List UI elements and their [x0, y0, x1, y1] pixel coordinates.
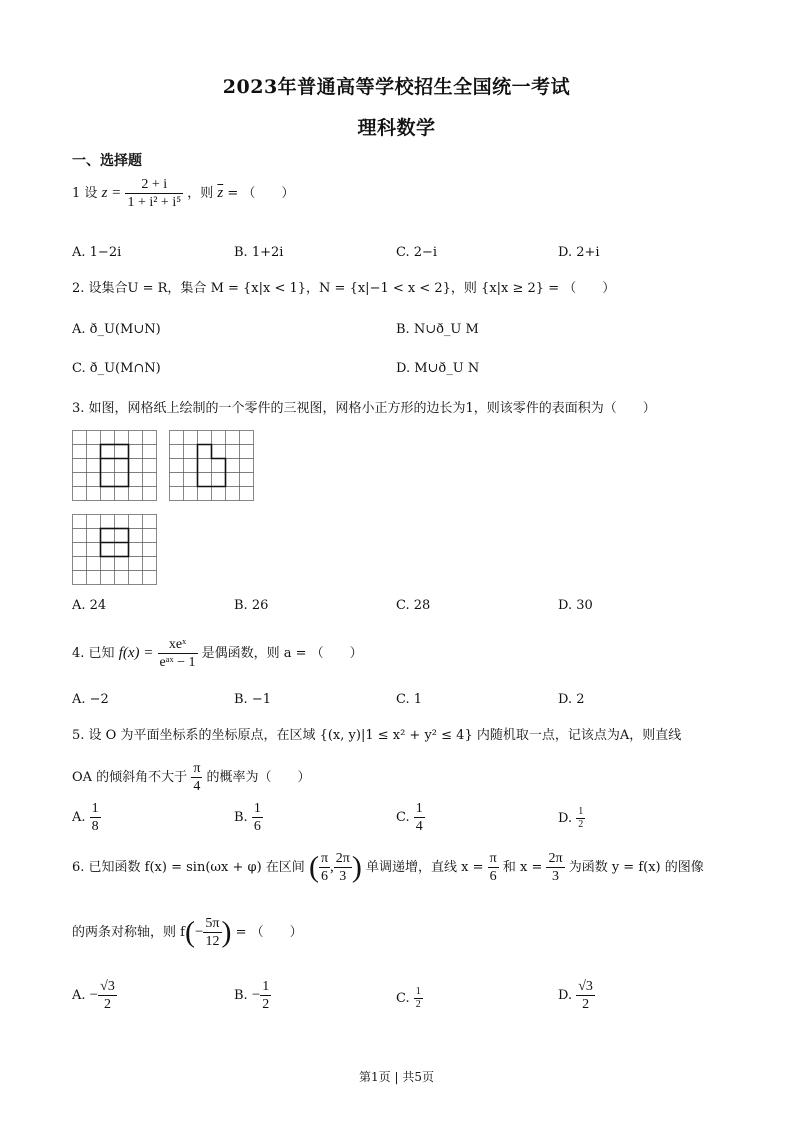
q2-option-d: D. M∪ð_U N — [396, 361, 480, 376]
q1-option-c: C. 2−i — [396, 245, 438, 260]
q6-paren-close: ) — [351, 850, 362, 884]
q5-a-label: A. — [72, 810, 86, 825]
q3-option-a: A. 24 — [72, 598, 107, 613]
q1-zbar: $\overline{z}$ — [217, 185, 224, 201]
q5-d-frac — [576, 806, 585, 831]
q5-frac-den: 4 — [193, 779, 201, 794]
q2-option-b: B. N∪ð_U M — [396, 322, 479, 337]
q5-option-a — [72, 800, 101, 835]
front-view-grid — [73, 431, 157, 501]
q4-option-a: A. −2 — [72, 692, 109, 707]
q4-frac-den: eᵃˣ − 1 — [159, 655, 196, 670]
side-view-grid — [170, 431, 254, 501]
q4-frac-num: xeˣ — [158, 636, 198, 654]
question-3: 3. 如图，网格纸上绘制的一个零件的三视图，网格小正方形的边长为1，则该零件的表面积为（ ） — [72, 401, 656, 416]
question-4 — [72, 636, 363, 671]
q5-option-b — [234, 800, 263, 835]
q6-a-frac — [98, 978, 117, 1013]
q6-b-num: 1 — [262, 979, 270, 994]
q4-lead: 4. 已知 — [72, 646, 115, 661]
page-footer: 第1页 | 共5页 — [359, 1070, 434, 1084]
question-1 — [72, 176, 294, 211]
q1-expr: z = — [101, 185, 122, 201]
q1-option-b: B. 1+2i — [234, 245, 284, 260]
q1-fraction — [125, 176, 183, 211]
q5-fraction — [191, 760, 202, 795]
q6-d-label: D. — [558, 988, 573, 1003]
q5-b-frac — [252, 800, 263, 835]
q6-option-d — [558, 978, 595, 1013]
q2-option-a: A. ð_U(M∪N) — [72, 322, 161, 337]
q6-int-b — [334, 850, 352, 885]
q4-fx: f(x) = — [118, 645, 154, 661]
q6-arg — [203, 915, 221, 950]
q4-option-c: C. 1 — [396, 692, 423, 707]
question-6-line-2 — [72, 915, 303, 950]
q1-number: 1 — [72, 186, 81, 201]
q6-a-den: 2 — [103, 997, 111, 1012]
q5-option-c — [396, 800, 425, 835]
q6-x2-den: 3 — [552, 869, 560, 884]
q6-x1-num: π — [489, 851, 497, 866]
q3-option-b: B. 26 — [234, 598, 269, 613]
q6-int-a-num: π — [320, 851, 329, 866]
q6-line2-lead: 的两条对称轴，则 f — [72, 925, 185, 940]
q5-c-den: 4 — [415, 819, 423, 834]
q6-option-b — [234, 978, 271, 1013]
q5-b-den: 6 — [253, 819, 261, 834]
q1-frac-den: 1 + i² + i⁵ — [127, 195, 182, 210]
q6-a-label: A. — [72, 988, 86, 1003]
q3-option-c: C. 28 — [396, 598, 431, 613]
q4-option-d: D. 2 — [558, 692, 585, 707]
q3-option-d: D. 30 — [558, 598, 593, 613]
q5-frac-num: π — [193, 761, 201, 776]
q6-c-label: C. — [396, 991, 410, 1006]
q6-int-b-num: 2π — [335, 851, 350, 866]
q6-arg-num: 5π — [205, 916, 220, 931]
q5-line2-tail: 的概率为（ ） — [206, 770, 311, 785]
q6-b-den: 2 — [262, 997, 270, 1012]
q6-a-num: √3 — [100, 979, 115, 994]
q6-c-den: 2 — [415, 999, 421, 1010]
q2-option-c: C. ð_U(M∩N) — [72, 361, 161, 376]
q4-tail: 是偶函数，则 a = （ ） — [201, 646, 363, 661]
q6-c-num: 1 — [415, 986, 421, 997]
q6-int-b-den: 3 — [339, 869, 347, 884]
q1-frac-num: 2 + i — [125, 176, 183, 194]
q6-x1-den: 6 — [489, 869, 497, 884]
q6-x2 — [546, 850, 564, 885]
q6-arg-paren-close: ) — [221, 915, 232, 949]
q6-arg-minus: − — [194, 924, 204, 940]
q6-x1 — [488, 850, 499, 885]
q6-b-frac — [260, 978, 271, 1013]
q6-c-frac — [414, 986, 423, 1011]
q6-tail: 为函数 y = f(x) 的图像 — [568, 860, 704, 875]
q6-mid: 单调递增，直线 x = — [365, 860, 484, 875]
question-2: 2. 设集合U = R，集合 M = {x|x < 1}，N = {x|−1 < x < 2}，则 {x|x ≥ 2} = （ ） — [72, 281, 616, 296]
q6-arg-paren-open: ( — [184, 915, 195, 949]
question-6-line-1 — [72, 850, 704, 885]
q5-option-d — [558, 806, 585, 831]
q6-int-a-den: 6 — [320, 869, 328, 884]
q6-lead: 6. 已知函数 f(x) = sin(ωx + φ) 在区间 — [72, 860, 305, 875]
q1-option-a: A. 1−2i — [72, 245, 122, 260]
q5-c-num: 1 — [415, 801, 423, 816]
q1-tail: ，则 — [187, 186, 214, 201]
q6-b-sign: − — [251, 987, 261, 1003]
q5-line2-lead: OA 的倾斜角不大于 — [72, 770, 188, 785]
top-view-grid — [73, 515, 157, 585]
page-title: 2023年普通高等学校招生全国统一考试 — [222, 76, 571, 98]
q6-paren-open: ( — [308, 850, 319, 884]
q6-line2-tail: = （ ） — [235, 925, 303, 940]
q6-option-a — [72, 978, 117, 1013]
q6-d-frac — [576, 978, 595, 1013]
q6-d-num: √3 — [578, 979, 593, 994]
q6-d-den: 2 — [582, 997, 590, 1012]
q6-arg-den: 12 — [205, 934, 220, 949]
q5-b-label: B. — [234, 810, 248, 825]
q6-b-label: B. — [234, 988, 248, 1003]
q5-d-label: D. — [558, 811, 573, 826]
three-view-figure — [72, 430, 257, 585]
q5-a-den: 8 — [91, 819, 99, 834]
q1-option-d: D. 2+i — [558, 245, 600, 260]
q5-d-num: 1 — [578, 806, 584, 817]
q6-a-sign: − — [89, 987, 99, 1003]
q6-option-c — [396, 986, 423, 1011]
q1-lead: 设 — [84, 186, 98, 201]
q6-int-a — [319, 850, 330, 885]
q5-a-frac — [90, 800, 101, 835]
q4-fraction — [158, 636, 198, 671]
q5-c-frac — [414, 800, 425, 835]
question-5-line-2 — [72, 760, 311, 795]
q1-eq: = （ ） — [227, 186, 295, 201]
q5-b-num: 1 — [253, 801, 261, 816]
section-heading: 一、选择题 — [72, 153, 142, 169]
question-5-line-1: 5. 设 O 为平面坐标系的坐标原点，在区域 {(x, y)|1 ≤ x² + y² ≤ 4} 内随机取一点，记该点为A，则直线 — [72, 728, 682, 743]
page-subtitle: 理科数学 — [357, 117, 436, 139]
q6-comma: , — [330, 859, 334, 875]
q5-c-label: C. — [396, 810, 410, 825]
q6-x2-num: 2π — [548, 851, 563, 866]
q5-d-den: 2 — [578, 819, 584, 830]
q4-option-b: B. −1 — [234, 692, 271, 707]
q6-and: 和 x = — [502, 860, 543, 875]
q5-a-num: 1 — [91, 801, 99, 816]
